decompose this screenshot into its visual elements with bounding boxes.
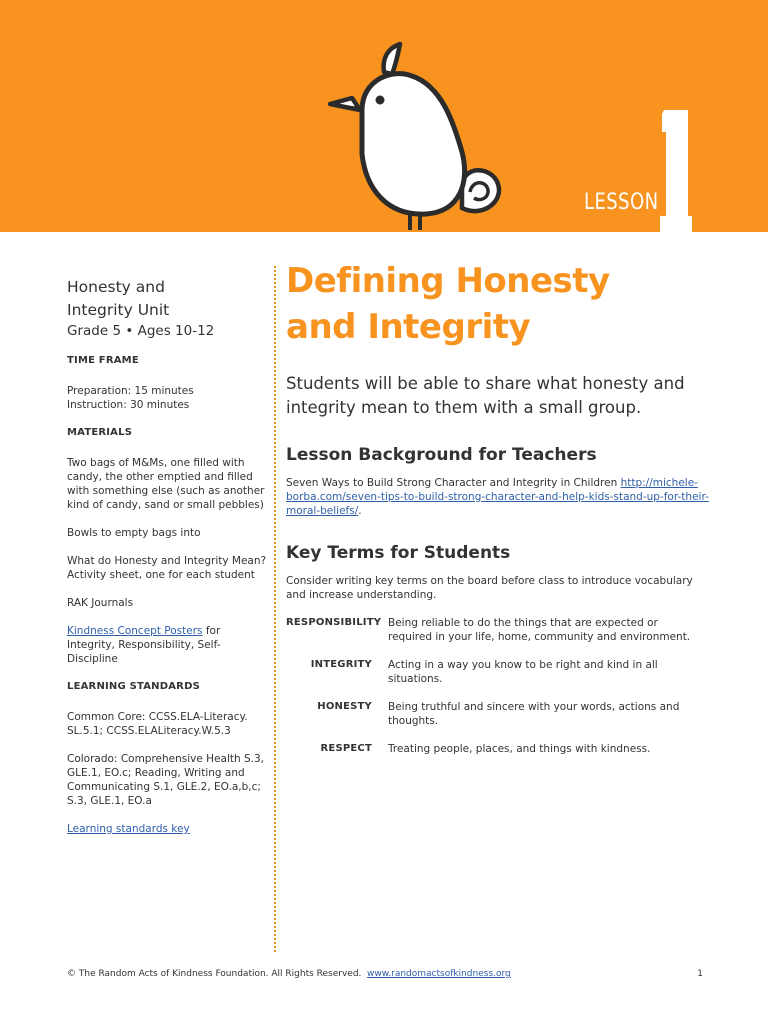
term-name: HONESTY bbox=[317, 701, 372, 712]
material-item-text: for Integrity, Responsibility, Self-Discipline bbox=[67, 625, 221, 665]
material-item: Bowls to empty bags into bbox=[67, 527, 201, 539]
lesson-label: LESSON bbox=[584, 190, 659, 215]
preparation-time: Preparation: 15 minutes bbox=[67, 385, 194, 397]
lesson-sidebar bbox=[67, 276, 269, 850]
lesson-content bbox=[286, 258, 710, 770]
term-definition: Treating people, places, and things with kindness. bbox=[388, 743, 651, 755]
materials-heading: MATERIALS bbox=[67, 427, 133, 438]
background-link[interactable]: http://michele-borba.com/seven-tips-to-build-strong-character-and-help-kids-stand-up-for-their-moral-beliefs/ bbox=[286, 477, 709, 517]
term-row bbox=[286, 742, 710, 756]
unit-title-line2: Integrity Unit bbox=[67, 301, 170, 319]
title-line2: and Integrity bbox=[286, 307, 531, 347]
background-text bbox=[286, 476, 710, 518]
instruction-time: Instruction: 30 minutes bbox=[67, 399, 190, 411]
lesson-banner bbox=[0, 0, 768, 232]
background-period: . bbox=[358, 505, 362, 517]
time-frame-heading: TIME FRAME bbox=[67, 355, 139, 366]
unit-title-line1: Honesty and bbox=[67, 278, 165, 296]
title-line1: Defining Honesty bbox=[286, 261, 610, 301]
material-item: Two bags of M&Ms, one filled with candy, the other emptied and filled with something else (such as another kind of candy, sand or small pebbles) bbox=[67, 457, 265, 511]
key-terms-intro: Consider writing key terms on the board before class to introduce vocabulary and increase understanding. bbox=[286, 575, 693, 601]
term-definition: Being truthful and sincere with your words, actions and thoughts. bbox=[388, 701, 680, 727]
material-item: RAK Journals bbox=[67, 597, 134, 609]
page-number: 1 bbox=[697, 969, 703, 979]
grade-label: Grade 5 • Ages 10-12 bbox=[67, 323, 215, 339]
lesson-number-graphic bbox=[660, 108, 692, 232]
term-name: RESPECT bbox=[320, 743, 372, 754]
background-source: Seven Ways to Build Strong Character and Integrity in Children bbox=[286, 477, 621, 489]
common-core-standards: Common Core: CCSS.ELA-Literacy. SL.5.1; CCSS.ELALiteracy.W.5.3 bbox=[67, 711, 248, 737]
copyright-text: © The Random Acts of Kindness Foundation. All Rights Reserved. bbox=[67, 969, 362, 979]
lesson-objective: Students will be able to share what honesty and integrity mean to them with a small group. bbox=[286, 374, 685, 417]
time-frame-details bbox=[67, 384, 269, 412]
material-item: What do Honesty and Integrity Mean? Activity sheet, one for each student bbox=[67, 555, 267, 581]
kindness-posters-link[interactable]: Kindness Concept Posters bbox=[67, 625, 203, 637]
material-item bbox=[67, 624, 269, 666]
term-row bbox=[286, 658, 710, 686]
key-terms-list bbox=[286, 616, 710, 756]
website-link[interactable]: www.randomactsofkindness.org bbox=[367, 969, 511, 979]
term-row bbox=[286, 616, 710, 644]
term-row bbox=[286, 700, 710, 728]
background-heading: Lesson Background for Teachers bbox=[286, 445, 597, 465]
term-name: RESPONSIBILITY bbox=[286, 617, 382, 628]
term-definition: Acting in a way you know to be right and kind in all situations. bbox=[388, 659, 658, 685]
term-name: INTEGRITY bbox=[310, 659, 372, 670]
column-divider bbox=[274, 266, 276, 952]
learning-standards-heading: LEARNING STANDARDS bbox=[67, 681, 200, 692]
learning-standards-key-link[interactable]: Learning standards key bbox=[67, 823, 190, 835]
term-definition: Being reliable to do the things that are expected or required in your life, home, community and environment. bbox=[388, 617, 691, 643]
colorado-standards: Colorado: Comprehensive Health S.3, GLE.1, EO.c; Reading, Writing and Communicating S.1, GLE.2, EO.a,b,c; S.3, GLE.1, EO.a bbox=[67, 753, 265, 807]
bird-icon bbox=[322, 32, 506, 232]
page-title bbox=[286, 258, 710, 350]
key-terms-heading: Key Terms for Students bbox=[286, 543, 511, 563]
